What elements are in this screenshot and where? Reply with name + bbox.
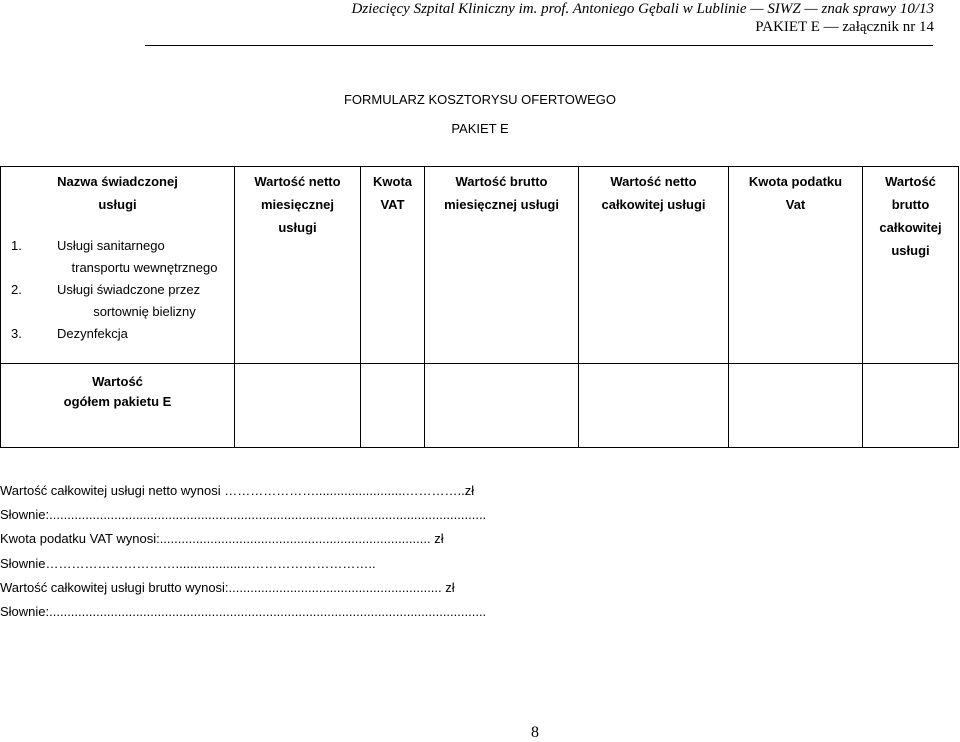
total-gross-monthly[interactable] (425, 364, 579, 448)
vat-amount-line: Kwota podatku VAT wynosi:........................................................................... zł (0, 531, 444, 547)
col-gross-total: Wartość brutto całkowitej usługi (863, 167, 959, 364)
total-gross-total[interactable] (863, 364, 959, 448)
form-title: FORMULARZ KOSZTORYSU OFERTOWEGO (343, 92, 617, 107)
net-total-line: Wartość całkowitej usługi netto wynosi ………………….........................…………..zł (0, 483, 475, 498)
page-number: 8 (531, 724, 539, 741)
service-row-1 (1, 235, 234, 279)
service-number: 2. (11, 282, 22, 297)
col-vat: Kwota VAT (361, 167, 425, 364)
cost-table (0, 166, 959, 448)
vat-words-line: Słownie………………………….....................……………………….. (0, 555, 376, 571)
total-net-monthly[interactable] (235, 364, 361, 448)
service-number: 1. (11, 238, 22, 253)
service-number: 3. (11, 326, 22, 341)
service-name: Usługi świadczone przez (57, 282, 201, 297)
total-vat[interactable] (361, 364, 425, 448)
service-row-2 (1, 279, 234, 323)
gross-total-line: Wartość całkowitej usługi brutto wynosi:........................................................... zł (0, 579, 455, 595)
total-net-total[interactable] (579, 364, 729, 448)
services-cell (1, 167, 235, 364)
net-words-line: Słownie:......................................................................................................................... (0, 507, 487, 523)
header-line-2: PAKIET E — załącznik nr 14 (755, 19, 934, 35)
col-net-total: Wartość netto całkowitej usługi (579, 167, 729, 364)
total-vat-total[interactable] (729, 364, 863, 448)
service-list (1, 235, 234, 345)
service-name-cont: transportu wewnętrznego (71, 260, 218, 275)
service-name: Usługi sanitarnego (57, 238, 165, 253)
gross-words-line: Słownie:......................................................................................................................... (0, 604, 487, 620)
total-label: Wartość ogółem pakietu E (1, 364, 235, 448)
package-title: PAKIET E (451, 121, 509, 136)
service-name-cont: sortownię bielizny (93, 304, 196, 319)
service-name: Dezynfekcja (57, 326, 128, 341)
col-vat-total: Kwota podatku Vat (729, 167, 863, 364)
total-row (1, 364, 959, 448)
col-net-monthly: Wartość netto miesięcznej usługi (235, 167, 361, 364)
service-row-3 (1, 323, 234, 345)
document-header (352, 0, 934, 36)
summary-lines (0, 479, 486, 624)
header-rule (145, 45, 933, 46)
header-line-1: Dziecięcy Szpital Kliniczny im. prof. Antoniego Gębali w Lublinie — SIWZ — znak sprawy 10/13 (351, 1, 934, 17)
col-gross-monthly: Wartość brutto miesięcznej usługi (425, 167, 579, 364)
header-service-name: Nazwa świadczonej usługi (57, 174, 178, 212)
